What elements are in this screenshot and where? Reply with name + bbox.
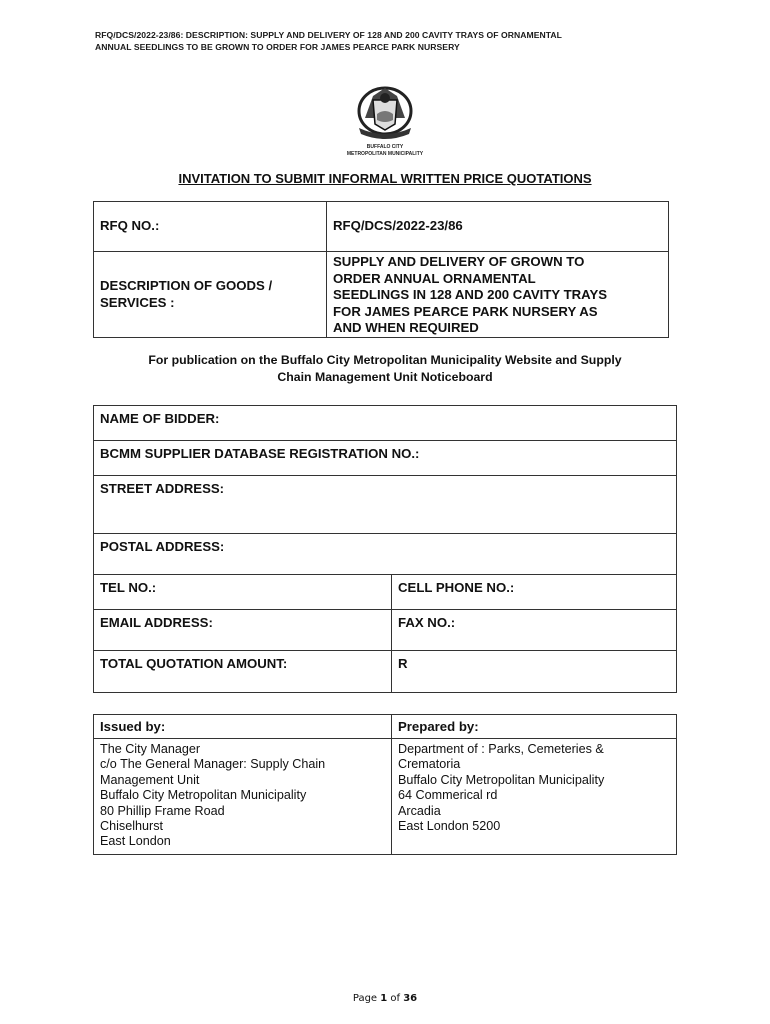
quotation-amount-row [94, 651, 677, 693]
fax-field[interactable] [392, 610, 677, 651]
rfq-description-line: AND WHEN REQUIRED [333, 320, 479, 335]
page-number-footer [0, 993, 770, 1004]
issued-by-line: Buffalo City Metropolitan Municipality [100, 788, 307, 803]
quotation-amount-field[interactable] [392, 651, 677, 693]
cell-phone-field[interactable] [392, 575, 677, 610]
issued-by-line: Management Unit [100, 772, 200, 787]
email-field[interactable] [94, 610, 392, 651]
rfq-number-label: RFQ NO.: [94, 202, 327, 252]
page-current: 1 [380, 993, 388, 1004]
bidder-details-form [93, 405, 677, 693]
publication-line-2: Chain Management Unit Noticeboard [277, 369, 493, 384]
fax-label: FAX NO.: [398, 615, 456, 630]
rfq-description-label [94, 252, 327, 338]
prepared-by-line: Buffalo City Metropolitan Municipality [398, 772, 605, 787]
prepared-by-label: Prepared by: [392, 715, 677, 739]
rfq-description-value [327, 252, 669, 338]
quotation-currency: R [398, 656, 408, 671]
bidder-name-row [94, 406, 677, 441]
street-address-label: STREET ADDRESS: [100, 481, 225, 496]
registration-number-field[interactable] [94, 441, 677, 476]
rfq-number-row [94, 202, 669, 252]
rfq-description-line: ORDER ANNUAL ORNAMENTAL [333, 270, 536, 286]
postal-address-field[interactable] [94, 534, 677, 575]
tel-label: TEL NO.: [100, 580, 157, 595]
issue-details-table [93, 714, 677, 855]
page-prefix: Page [352, 993, 381, 1004]
prepared-by-line: 64 Commerical rd [398, 788, 498, 803]
rfq-description-line: SUPPLY AND DELIVERY OF GROWN TO [333, 254, 585, 269]
prepared-by-line: Department of : Parks, Cemeteries & [398, 742, 604, 756]
rfq-description-row [94, 252, 669, 338]
municipal-crest-logo [355, 84, 415, 142]
bidder-name-label: NAME OF BIDDER: [100, 411, 220, 426]
email-fax-row [94, 610, 677, 651]
registration-number-label: BCMM SUPPLIER DATABASE REGISTRATION NO.: [100, 446, 420, 461]
email-label: EMAIL ADDRESS: [100, 615, 213, 630]
issue-content-row [94, 739, 677, 855]
issued-by-line: 80 Phillip Frame Road [100, 803, 225, 818]
issued-by-line: Chiselhurst [100, 819, 163, 834]
rfq-details-table [93, 201, 669, 338]
postal-address-label: POSTAL ADDRESS: [100, 539, 225, 554]
rfq-number-value: RFQ/DCS/2022-23/86 [327, 202, 669, 252]
publication-line-1: For publication on the Buffalo City Metropolitan Municipality Website and Supply [148, 353, 622, 367]
issue-header-row [94, 715, 677, 739]
quotation-amount-label: TOTAL QUOTATION AMOUNT: [100, 656, 288, 671]
logo-caption-line-1: BUFFALO CITY [366, 144, 404, 150]
header-line-1: RFQ/DCS/2022-23/86: DESCRIPTION: SUPPLY AND DELIVERY OF 128 AND 200 CAVITY TRAYS OF ORNAMENTAL [95, 30, 562, 40]
header-line-2: ANNUAL SEEDLINGS TO BE GROWN TO ORDER FOR JAMES PEARCE PARK NURSERY [95, 42, 460, 52]
postal-address-row [94, 534, 677, 575]
rfq-description-label-line-1: DESCRIPTION OF GOODS / [100, 278, 273, 293]
document-title: INVITATION TO SUBMIT INFORMAL WRITTEN PRICE QUOTATIONS [178, 171, 592, 186]
logo-caption-line-2: METROPOLITAN MUNICIPALITY [346, 151, 424, 157]
tel-field[interactable] [94, 575, 392, 610]
issued-by-line: c/o The General Manager: Supply Chain [100, 757, 326, 772]
prepared-by-line: Arcadia [398, 803, 441, 818]
publication-notice [90, 352, 680, 385]
prepared-by-line: East London 5200 [398, 819, 501, 834]
cell-phone-label: CELL PHONE NO.: [398, 580, 515, 595]
rfq-description-line: FOR JAMES PEARCE PARK NURSERY AS [333, 303, 598, 319]
issued-by-line: East London [100, 834, 171, 849]
registration-row [94, 441, 677, 476]
issued-by-label: Issued by: [94, 715, 392, 739]
prepared-by-line: Crematoria [398, 757, 461, 772]
phone-row [94, 575, 677, 610]
page-of: of [387, 993, 404, 1004]
issued-by-line: The City Manager [100, 742, 201, 756]
bidder-name-field[interactable] [94, 406, 677, 441]
street-address-row [94, 476, 677, 534]
rfq-description-label-line-2: SERVICES : [100, 294, 175, 310]
prepared-by-address [392, 739, 677, 855]
issued-by-address [94, 739, 392, 855]
rfq-description-line: SEEDLINGS IN 128 AND 200 CAVITY TRAYS [333, 287, 608, 302]
quotation-amount-label-cell [94, 651, 392, 693]
page-total: 36 [403, 993, 418, 1004]
street-address-field[interactable] [94, 476, 677, 534]
